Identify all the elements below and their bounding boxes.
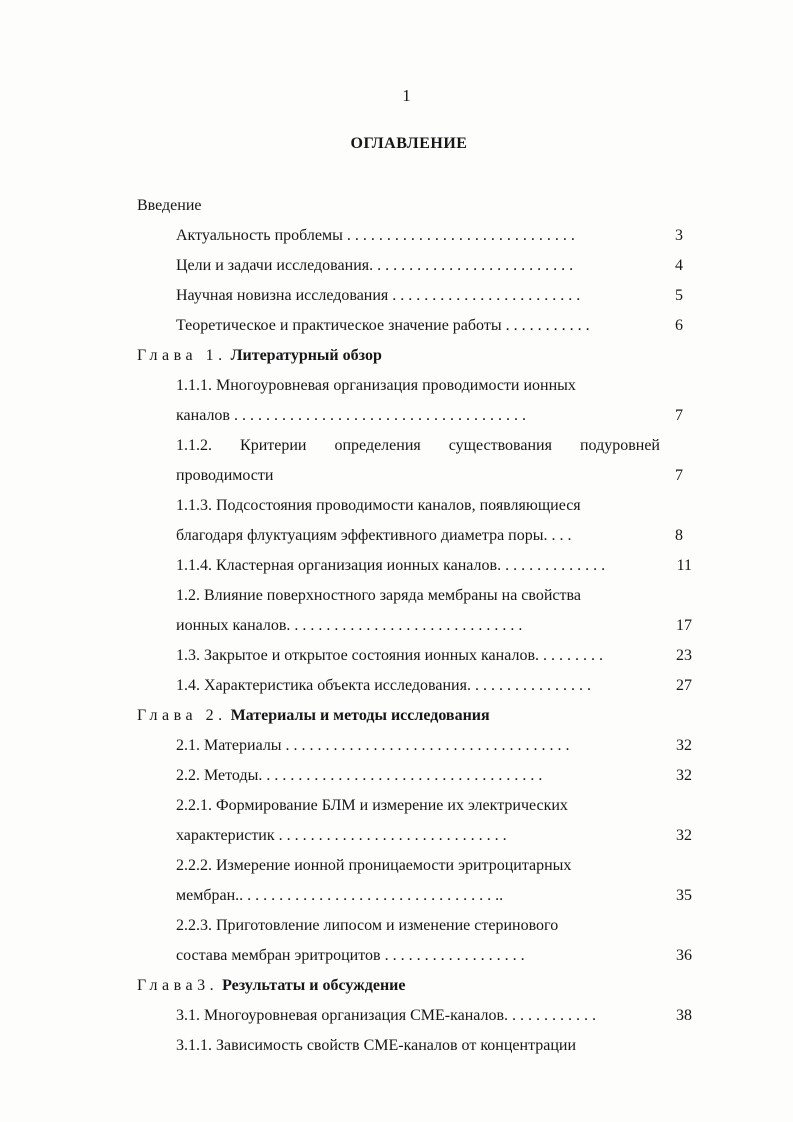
toc-entry: 1.1.1. Многоуровневая организация проводимости ионных xyxy=(176,377,576,394)
toc-entry-continuation: мембран.. . . . . . . . . . . . . . . . . . . . . . . . . . . . . . . . .. 35 xyxy=(0,881,793,911)
toc-page-number: 35 xyxy=(676,887,692,904)
toc-entry: 3.1.1. Зависимость свойств СМЕ-каналов от концентрации xyxy=(176,1037,577,1054)
toc-page-number: 8 xyxy=(675,527,683,544)
toc-entry: 1.4. Характеристика объекта исследования. . . . . . . . . . . . . . . . 27 xyxy=(0,671,793,701)
toc-entry: 1.3. Закрытое и открытое состояния ионных каналов. . . . . . . . . 23 xyxy=(0,641,793,671)
toc-page-number: 3 xyxy=(675,227,683,244)
toc-page-number: 38 xyxy=(676,1007,692,1024)
toc-entry-continuation: проводимости 7 xyxy=(0,461,793,491)
toc-page-number: 23 xyxy=(676,647,692,664)
toc-page-number: 36 xyxy=(676,947,692,964)
toc-title: ОГЛАВЛЕНИЕ xyxy=(350,135,468,152)
toc-entry: Цели и задачи исследования. . . . . . . . . . . . . . . . . . . . . . . . . . 4 xyxy=(0,251,793,281)
chapter-title: Материалы и методы исследования xyxy=(230,707,490,724)
toc-entry-continuation: характеристик . . . . . . . . . . . . . . . . . . . . . . . . . . . . . 32 xyxy=(0,821,793,851)
toc-page-number: 4 xyxy=(675,257,683,274)
toc-entry-continuation: состава мембран эритроцитов . . . . . . . . . . . . . . . . . . 36 xyxy=(0,941,793,971)
chapter-title: Результаты и обсуждение xyxy=(222,977,406,994)
chapter-prefix: Глава 2. xyxy=(137,707,227,724)
toc-entry: Теоретическое и практическое значение работы . . . . . . . . . . . 6 xyxy=(0,311,793,341)
toc-entry: 2.2.2. Измерение ионной проницаемости эритроцитарных xyxy=(176,857,572,874)
toc-entry: 1.1.4. Кластерная организация ионных каналов. . . . . . . . . . . . . . 11 xyxy=(0,551,793,581)
toc-chapter-3 xyxy=(0,971,793,1001)
toc-entry: 1.2. Влияние поверхностного заряда мембраны на свойства xyxy=(176,587,581,604)
toc-page-number: 6 xyxy=(675,317,683,334)
toc-entry: 2.1. Материалы . . . . . . . . . . . . . . . . . . . . . . . . . . . . . . . . . . . . 32 xyxy=(0,731,793,761)
toc-entry-continuation: благодаря флуктуациям эффективного диаметра поры. . . . 8 xyxy=(0,521,793,551)
toc-entry-continuation: каналов . . . . . . . . . . . . . . . . . . . . . . . . . . . . . . . . . . . . . 7 xyxy=(0,401,793,431)
toc-entry: Научная новизна исследования . . . . . . . . . . . . . . . . . . . . . . . . 5 xyxy=(0,281,793,311)
toc-page-number: 11 xyxy=(676,557,692,574)
toc-entry: Актуальность проблемы . . . . . . . . . . . . . . . . . . . . . . . . . . . . . 3 xyxy=(0,221,793,251)
toc-page-number: 27 xyxy=(676,677,692,694)
toc-entry: 1.1.3. Подсостояния проводимости каналов, появляющиеся xyxy=(176,497,581,514)
toc-heading-introduction: Введение xyxy=(137,197,202,214)
toc-page-number: 17 xyxy=(676,617,692,634)
toc-chapter-1 xyxy=(0,341,793,371)
toc-page-number: 5 xyxy=(675,287,683,304)
page-number: 1 xyxy=(402,86,411,105)
toc-chapter-2 xyxy=(0,701,793,731)
chapter-title: Литературный обзор xyxy=(230,347,382,364)
chapter-prefix: Глава 1. xyxy=(137,347,227,364)
toc-entry: 2.2.1. Формирование БЛМ и измерение их электрических xyxy=(176,797,568,814)
toc-page-number: 32 xyxy=(676,827,692,844)
toc-entry: 1.1.2. Критерии определения существования подуровней xyxy=(176,437,660,454)
toc-page-number: 32 xyxy=(676,737,692,754)
toc-entry: 3.1. Многоуровневая организация СМЕ-каналов. . . . . . . . . . . . 38 xyxy=(0,1001,793,1031)
toc-entry: 2.2.3. Приготовление липосом и изменение стеринового xyxy=(176,917,559,934)
toc-page-number: 7 xyxy=(675,407,683,424)
toc-entry-continuation: ионных каналов. . . . . . . . . . . . . . . . . . . . . . . . . . . . . . 17 xyxy=(0,611,793,641)
toc-page-number: 32 xyxy=(676,767,692,784)
toc-page-number: 7 xyxy=(675,467,683,484)
chapter-prefix: Глава3. xyxy=(137,977,219,994)
toc-entry: 2.2. Методы. . . . . . . . . . . . . . . . . . . . . . . . . . . . . . . . . . . . 32 xyxy=(0,761,793,791)
